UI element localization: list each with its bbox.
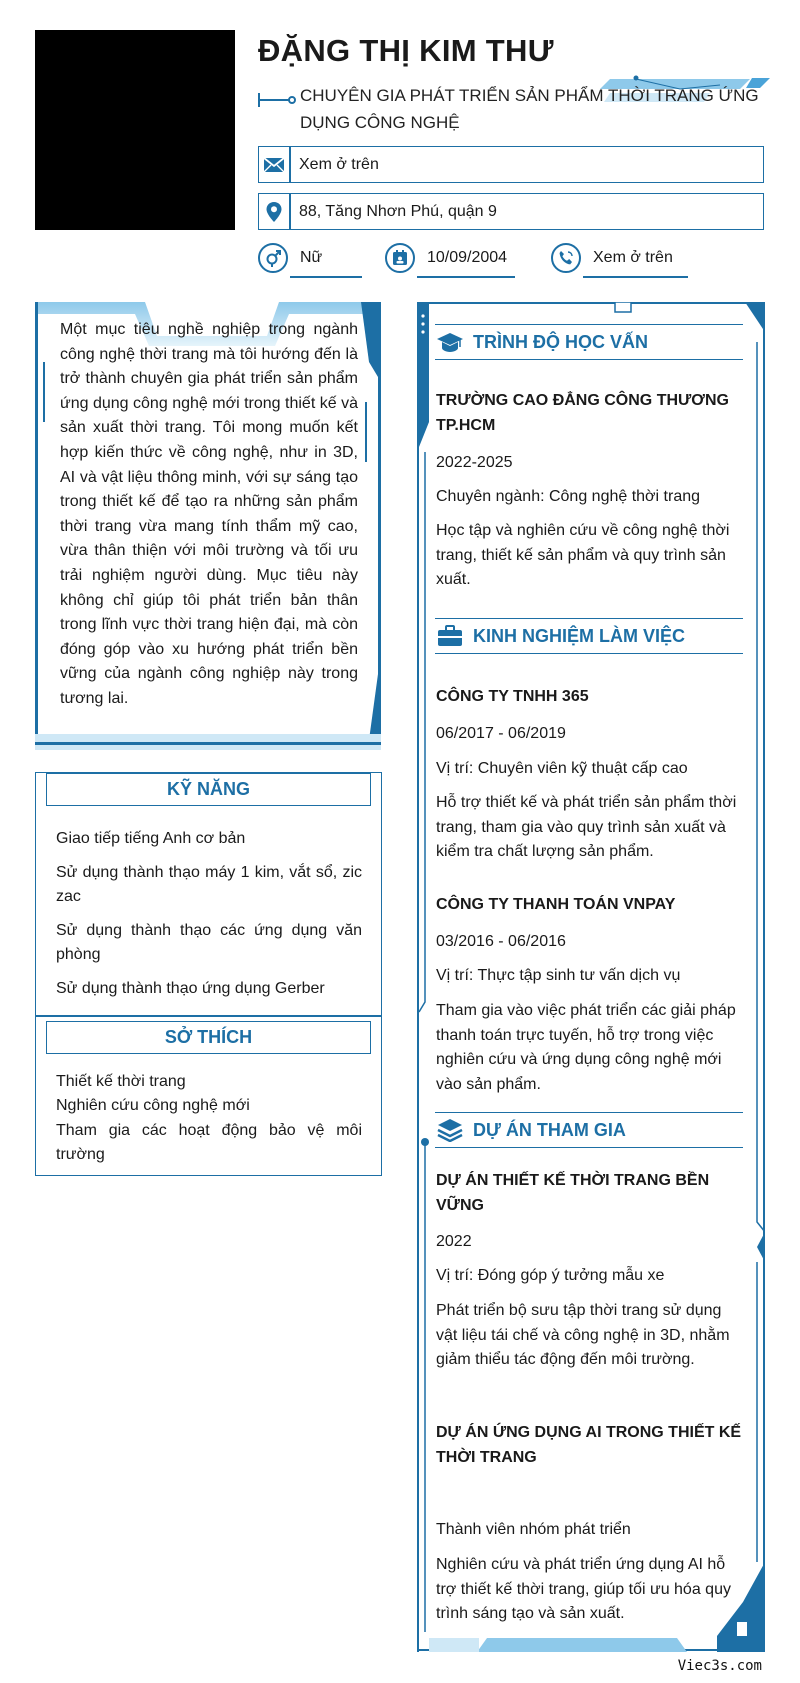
objective-text: Một mục tiêu nghề nghiệp trong ngành công nghệ thời trang mà tôi hướng đến là trở thành chuyên gia phát triển sản phẩm ứng dụng công nghệ mới trong thiết kế và sản xuất thời trang. Tôi mong muốn kết hợp kiến thức về công nghệ, như in 3D, AI và vật liệu thông minh, với sự sáng tạo trong thiết kế để tạo ra những sản phẩm thời trang vừa mang tính thẩm mỹ cao, vừa thân thiện với môi trường và tối ưu trải nghiệm người dùng. Mục tiêu này không chỉ giúp tôi phát triển bản thân trong lĩnh vực thời trang hiện đại, mà còn đóng góp vào xu hướng phát triển bền vững của ngành công nghiệp này trong tương lai. bbox=[60, 321, 358, 707]
job-position: Vị trí: Chuyên viên kỹ thuật cấp cao bbox=[436, 760, 688, 777]
birthday-underline bbox=[417, 276, 515, 278]
watermark: Viec3s.com bbox=[677, 1658, 762, 1674]
project-description: Phát triển bộ sưu tập thời trang sử dụng vật liệu tái chế và công nghệ in 3D, nhằm giảm thiểu tác động đến môi trường. bbox=[436, 1302, 730, 1368]
project-description: Nghiên cứu và phát triển ứng dụng AI hỗ trợ thiết kế thời trang, giúp tối ưu hóa quy trình sáng tạo và sản xuất. bbox=[436, 1556, 731, 1622]
project-role: Thành viên nhóm phát triển bbox=[436, 1521, 631, 1538]
layers-icon bbox=[435, 1118, 465, 1142]
education-heading bbox=[435, 324, 743, 360]
gender-value: Nữ bbox=[300, 249, 323, 266]
candidate-name: ĐẶNG THỊ KIM THƯ bbox=[258, 33, 554, 68]
phone-icon bbox=[551, 243, 581, 273]
phone-info bbox=[551, 238, 673, 278]
birthday-value: 10/09/2004 bbox=[427, 249, 508, 266]
school-name: TRƯỜNG CAO ĐẲNG CÔNG THƯƠNG TP.HCM bbox=[436, 392, 729, 434]
email-value: Xem ở trên bbox=[299, 155, 379, 173]
email-row bbox=[258, 146, 764, 183]
job-title: CHUYÊN GIA PHÁT TRIỂN SẢN PHẨM THỜI TRANG ỨNG DỤNG CÔNG NGHỆ bbox=[300, 86, 759, 132]
hobbies-section bbox=[35, 1016, 382, 1176]
education-major: Chuyên ngành: Công nghệ thời trang bbox=[436, 488, 701, 505]
skill-item: Sử dụng thành thạo ứng dụng Gerber bbox=[56, 980, 325, 997]
job-company: CÔNG TY THANH TOÁN VNPAY bbox=[436, 896, 676, 913]
education-description: Học tập và nghiên cứu về công nghệ thời trang, thiết kế sản phẩm và quy trình sản xuất. bbox=[436, 522, 730, 588]
calendar-icon bbox=[385, 243, 415, 273]
phone-value: Xem ở trên bbox=[593, 249, 673, 266]
job-description: Tham gia vào việc phát triển các giải pháp thanh toán trực tuyến, hỗ trợ trong việc nghiên cứu và ứng dụng công nghệ mới vào sản phẩm. bbox=[436, 1002, 736, 1093]
skill-item: Sử dụng thành thạo máy 1 kim, vắt sổ, zic zac bbox=[56, 864, 362, 905]
skill-item: Sử dụng thành thạo các ứng dụng văn phòng bbox=[56, 922, 362, 963]
project-name: DỰ ÁN ỨNG DỤNG AI TRONG THIẾT KẾ THỜI TRANG bbox=[436, 1424, 742, 1466]
gender-icon bbox=[258, 243, 288, 273]
location-pin-icon bbox=[259, 194, 291, 229]
job-description: Hỗ trợ thiết kế và phát triển sản phẩm thời trang, tham gia vào quy trình sản xuất và kiểm tra chất lượng sản phẩm. bbox=[436, 794, 737, 860]
gender-underline bbox=[290, 276, 362, 278]
hobbies-heading: SỞ THÍCH bbox=[46, 1021, 371, 1054]
education-period: 2022-2025 bbox=[436, 454, 513, 471]
skills-section bbox=[35, 772, 382, 1016]
skill-item: Giao tiếp tiếng Anh cơ bản bbox=[56, 830, 246, 847]
title-decoration-line bbox=[258, 99, 292, 101]
experience-heading-label: KINH NGHIỆM LÀM VIỆC bbox=[473, 625, 686, 646]
projects-heading-label: DỰ ÁN THAM GIA bbox=[473, 1119, 626, 1140]
project-name: DỰ ÁN THIẾT KẾ THỜI TRANG BỀN VỮNG bbox=[436, 1172, 710, 1214]
hobby-item: Nghiên cứu công nghệ mới bbox=[56, 1097, 250, 1114]
job-period: 03/2016 - 06/2016 bbox=[436, 933, 566, 950]
briefcase-icon bbox=[435, 625, 465, 647]
envelope-icon bbox=[259, 147, 291, 182]
experience-heading bbox=[435, 618, 743, 654]
skills-heading: KỸ NĂNG bbox=[46, 773, 371, 806]
job-position: Vị trí: Thực tập sinh tư vấn dịch vụ bbox=[436, 967, 681, 984]
hobby-item: Thiết kế thời trang bbox=[56, 1073, 186, 1090]
birthday-info bbox=[385, 238, 507, 278]
address-value: 88, Tăng Nhơn Phú, quận 9 bbox=[299, 202, 497, 220]
project-period: 2022 bbox=[436, 1233, 472, 1250]
gender-info bbox=[258, 238, 322, 278]
job-company: CÔNG TY TNHH 365 bbox=[436, 688, 589, 705]
title-decoration-dot bbox=[288, 96, 296, 104]
avatar-photo bbox=[35, 30, 235, 230]
projects-heading bbox=[435, 1112, 743, 1148]
address-row bbox=[258, 193, 764, 230]
project-role: Vị trí: Đóng góp ý tưởng mẫu xe bbox=[436, 1267, 665, 1284]
phone-underline bbox=[583, 276, 688, 278]
education-heading-label: TRÌNH ĐỘ HỌC VẤN bbox=[473, 331, 648, 352]
graduation-cap-icon bbox=[435, 330, 465, 354]
job-period: 06/2017 - 06/2019 bbox=[436, 725, 566, 742]
hobby-item: Tham gia các hoạt động bảo vệ môi trường bbox=[56, 1122, 362, 1163]
